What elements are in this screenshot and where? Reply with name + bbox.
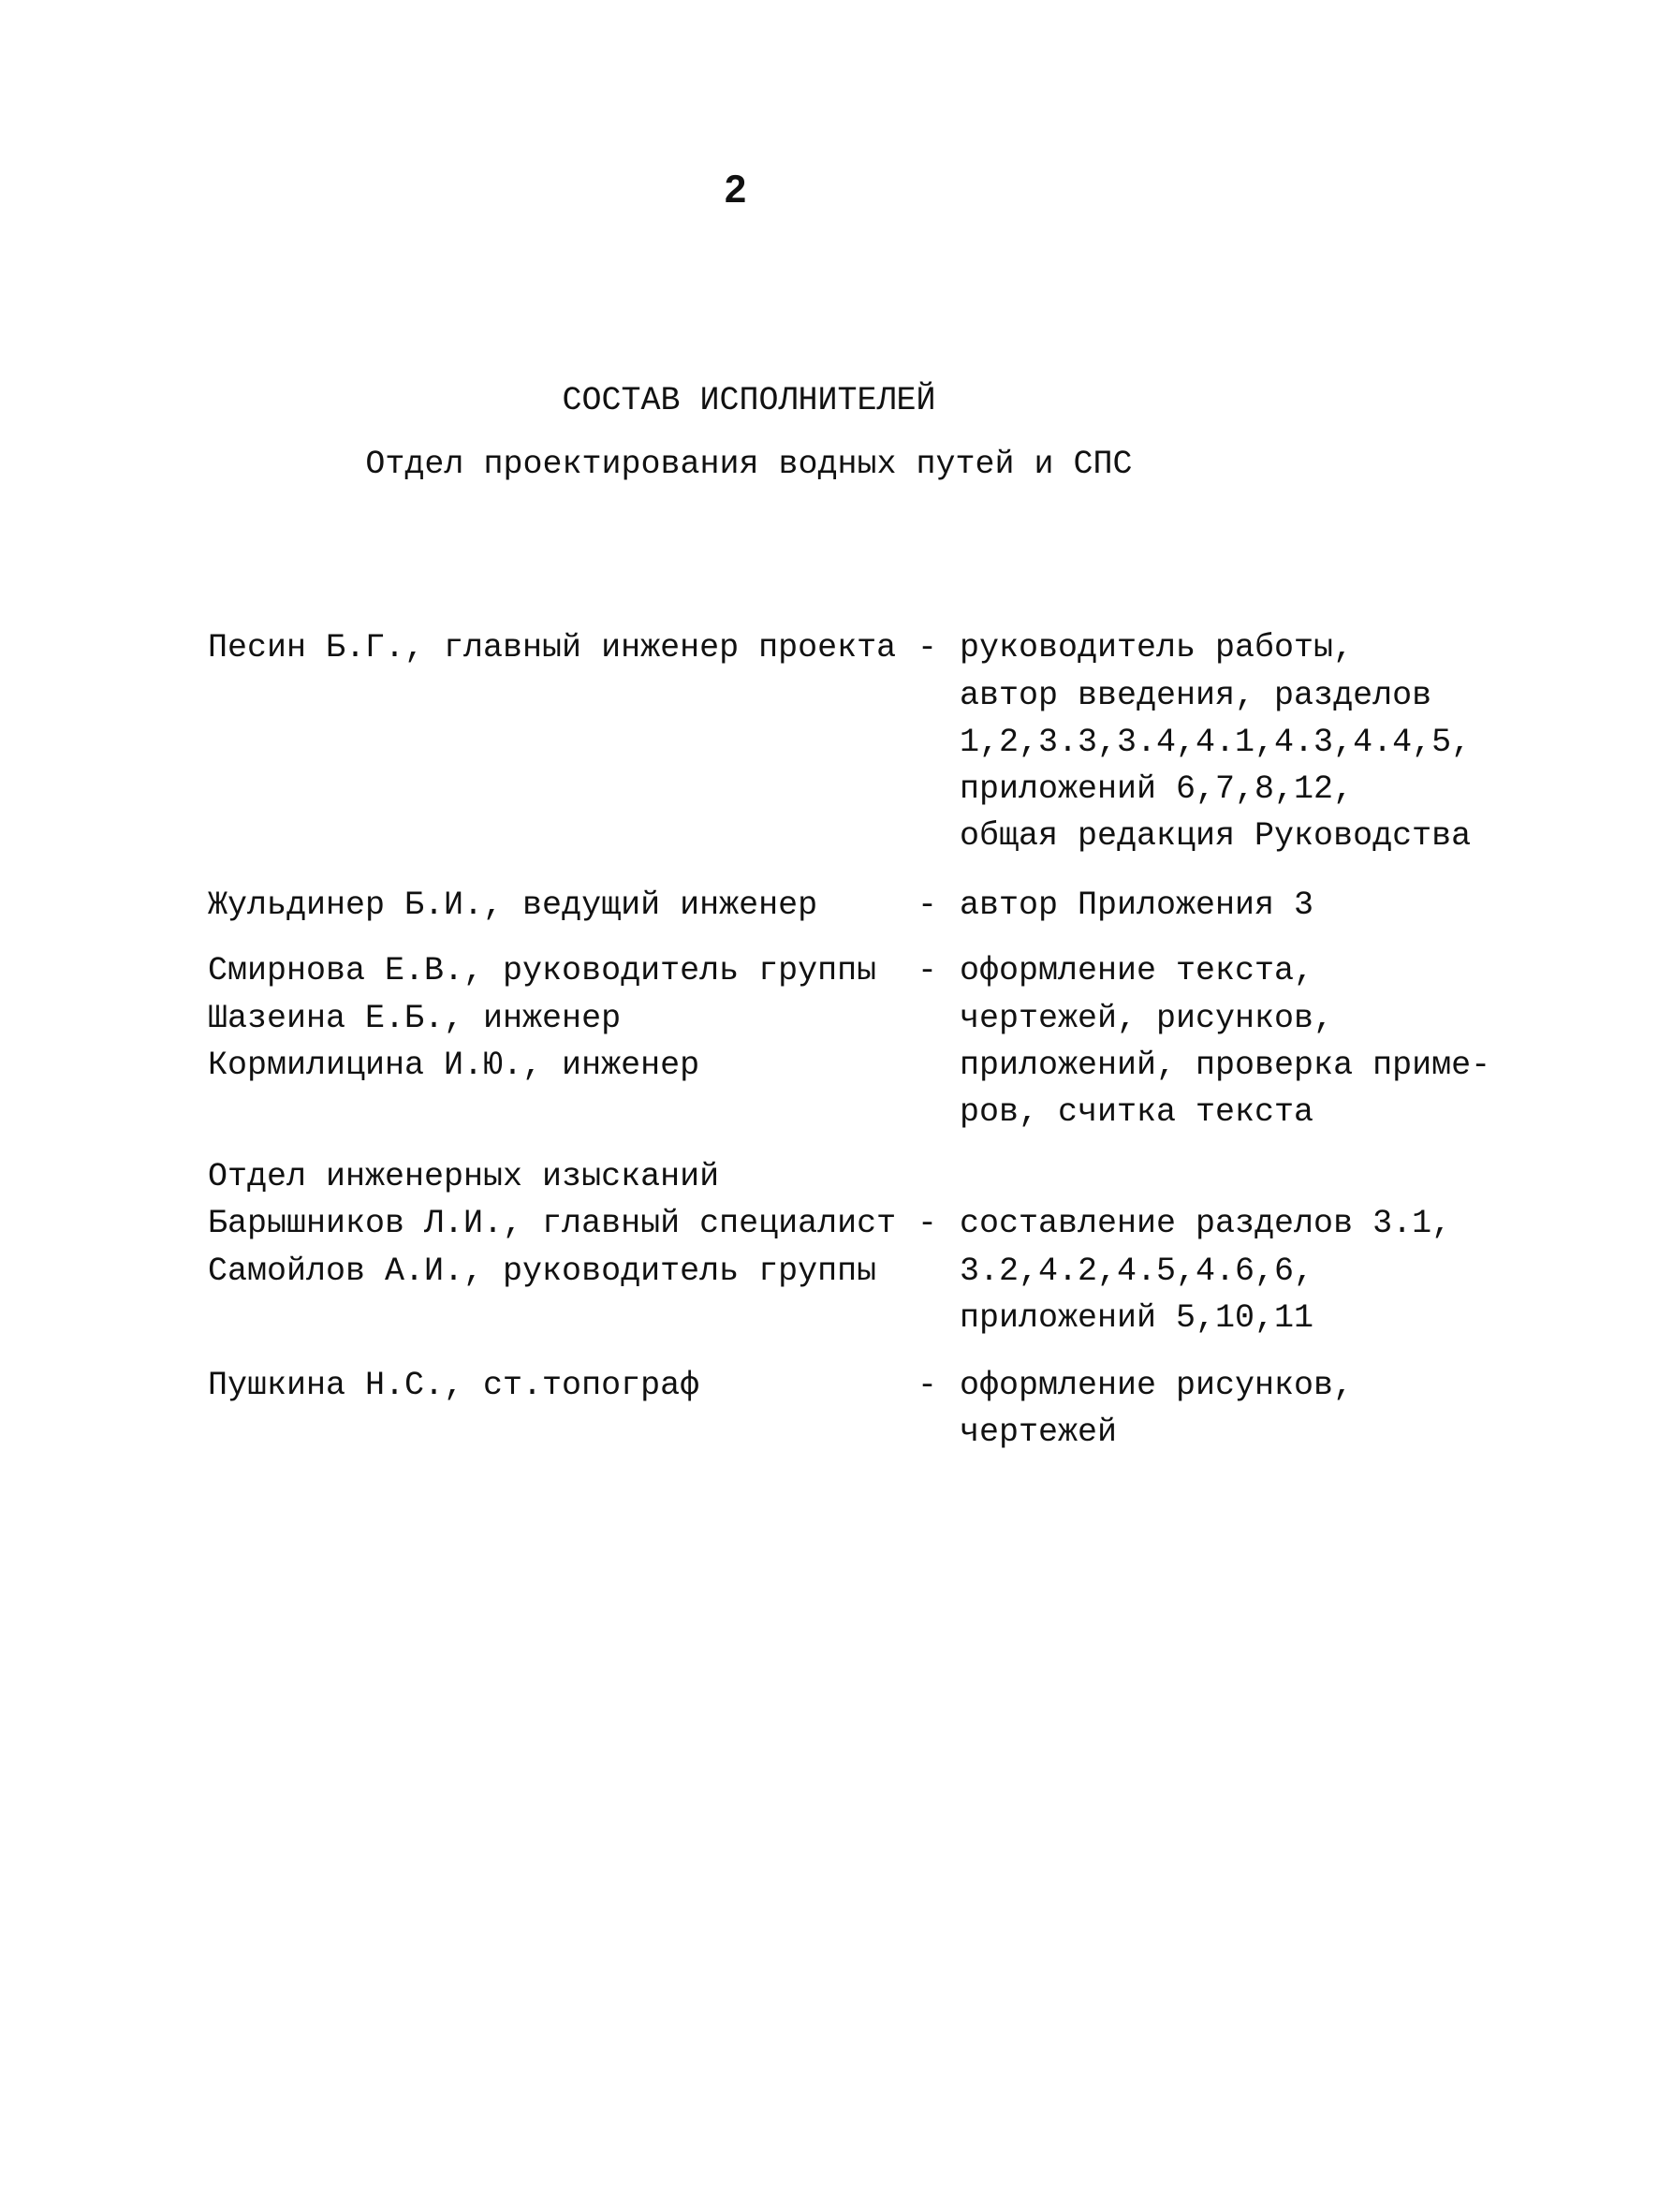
entry-role-line: общая редакция Руководства: [960, 817, 1472, 855]
entry-dash: -: [917, 886, 938, 924]
department-heading-surveys: Отдел инженерных изысканий: [208, 1158, 720, 1195]
entry-person: Пушкина Н.С., ст.топограф: [208, 1367, 700, 1404]
page-number: 2: [724, 167, 747, 211]
entry-person: Самойлов А.И., руководитель группы: [208, 1252, 877, 1290]
entry-person: Барышников Л.И., главный специалист: [208, 1205, 897, 1242]
entry-dash: -: [917, 629, 938, 667]
entry-role-line: оформление текста,: [960, 952, 1314, 989]
entry-role-line: ров, считка текста: [960, 1093, 1314, 1131]
document-title: СОСТАВ ИСПОЛНИТЕЛЕЙ: [562, 382, 936, 419]
entry-role-line: чертежей: [960, 1414, 1118, 1451]
entry-dash: -: [917, 952, 938, 989]
entry-person: Шазеина Е.Б., инженер: [208, 1000, 622, 1037]
entry-role-line: автор введения, разделов: [960, 677, 1432, 714]
entry-role-line: приложений 5,10,11: [960, 1299, 1314, 1337]
entry-role-line: руководитель работы,: [960, 629, 1354, 667]
entry-person: Жульдинер Б.И., ведущий инженер: [208, 886, 818, 924]
entry-role-line: оформление рисунков,: [960, 1367, 1354, 1404]
entry-person: Смирнова Е.В., руководитель группы: [208, 952, 877, 989]
entry-role-line: чертежей, рисунков,: [960, 1000, 1334, 1037]
entry-role-line: приложений, проверка приме-: [960, 1047, 1491, 1084]
entry-role-line: приложений 6,7,8,12,: [960, 770, 1354, 808]
entry-person: Песин Б.Г., главный инженер проекта: [208, 629, 897, 667]
entry-person: Кормилицина И.Ю., инженер: [208, 1047, 700, 1084]
entry-role-line: автор Приложения 3: [960, 886, 1314, 924]
entry-role-line: 3.2,4.2,4.5,4.6,6,: [960, 1252, 1314, 1290]
entry-dash: -: [917, 1367, 938, 1404]
department-heading-design: Отдел проектирования водных путей и СПС: [365, 446, 1133, 483]
entry-dash: -: [917, 1205, 938, 1242]
entry-role-line: 1,2,3.3,3.4,4.1,4.3,4.4,5,: [960, 724, 1472, 761]
entry-role-line: составление разделов 3.1,: [960, 1205, 1452, 1242]
